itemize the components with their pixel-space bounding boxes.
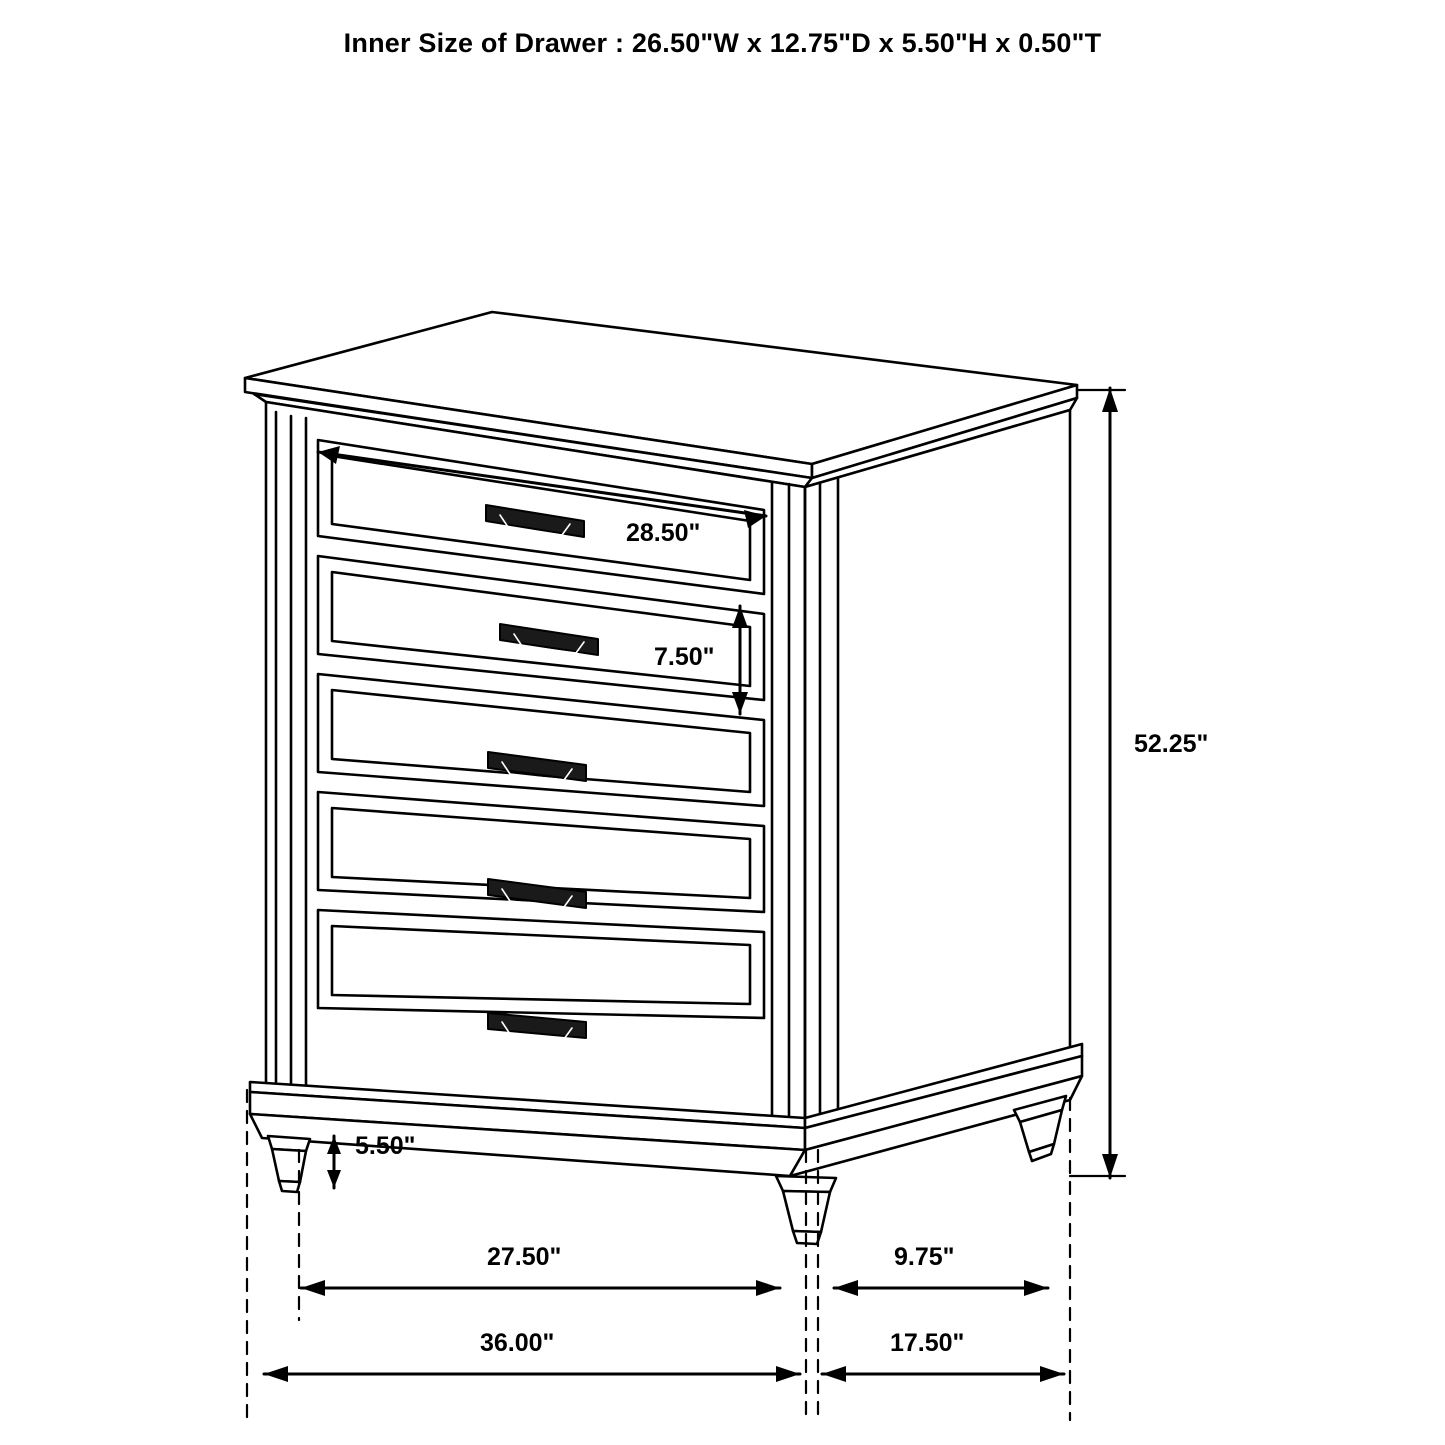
dim-front-leg-span	[301, 1280, 780, 1296]
dim-label-leg-height: 5.50"	[355, 1132, 416, 1160]
dim-label-overall-width: 36.00"	[480, 1329, 555, 1357]
page-title: Inner Size of Drawer : 26.50"W x 12.75"D x 5.50"H x 0.50"T	[343, 28, 1102, 58]
dim-label-overall-height: 52.25"	[1134, 730, 1209, 758]
dim-side-leg-span	[834, 1280, 1048, 1296]
dim-overall-depth	[822, 1366, 1064, 1382]
leg-front-left	[268, 1136, 310, 1192]
dim-label-drawer-height: 7.50"	[654, 643, 715, 671]
dim-label-overall-depth: 17.50"	[890, 1329, 965, 1357]
dim-overall-width	[264, 1366, 800, 1382]
dim-label-front-leg-span: 27.50"	[487, 1243, 562, 1271]
dim-label-side-leg-span: 9.75"	[894, 1243, 955, 1271]
dim-label-drawer-width: 28.50"	[626, 519, 701, 547]
